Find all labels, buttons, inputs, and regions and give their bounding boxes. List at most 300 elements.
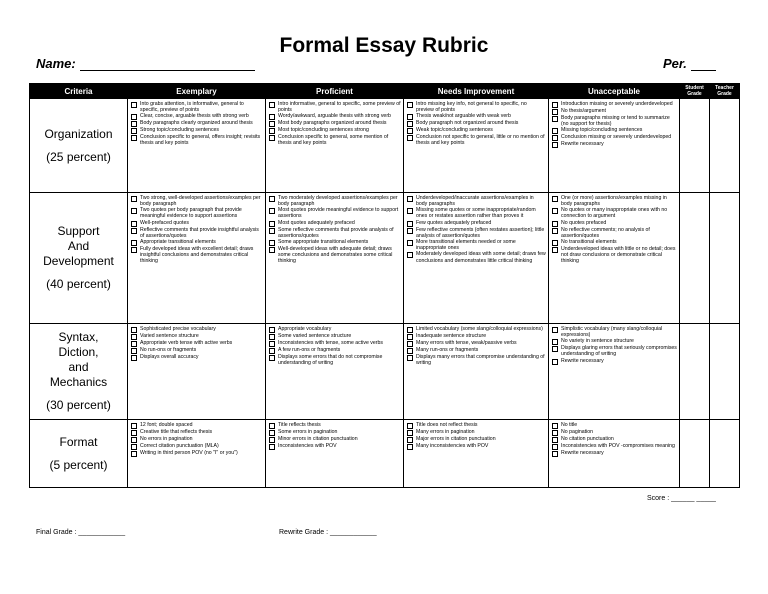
rubric-item: [269, 443, 401, 450]
proficient-cell: [266, 99, 404, 193]
period-field: [663, 56, 716, 71]
rubric-item: [131, 207, 263, 219]
rubric-item-text: Rewrite necessary: [561, 449, 604, 456]
rubric-item-text: Many errors in pagination: [416, 428, 475, 435]
checkbox[interactable]: [269, 444, 275, 450]
checkbox[interactable]: [407, 128, 413, 134]
criteria-name: Diction,: [58, 345, 99, 359]
checkbox[interactable]: [269, 430, 275, 436]
rubric-item: [269, 354, 401, 366]
checkbox[interactable]: [552, 247, 558, 253]
checkbox[interactable]: [407, 437, 413, 443]
rubric-item: [407, 101, 546, 113]
rubric-item: [269, 134, 401, 146]
criteria-name: Organization: [44, 126, 113, 141]
checkbox[interactable]: [407, 196, 413, 202]
rubric-item-text: Correct citation punctuation (MLA): [140, 442, 219, 449]
rubric-item-text: Conclusion specific to general, offers insight; revisits thesis and key points: [140, 134, 261, 147]
rubric-item-text: No variety in sentence structure: [561, 338, 634, 345]
checkbox[interactable]: [552, 346, 558, 352]
checkbox[interactable]: [552, 430, 558, 436]
rubric-row: [30, 193, 740, 324]
rubric-item: [131, 246, 263, 264]
rubric-item-text: Well-prefaced quotes: [140, 219, 189, 226]
rubric-item: [552, 436, 677, 443]
exemplary-cell: [128, 420, 266, 488]
rubric-item-text: No quotes prefaced: [561, 219, 607, 226]
rubric-item-text: Some varied sentence structure: [278, 332, 352, 339]
checkbox[interactable]: [131, 348, 137, 354]
rubric-item: [407, 422, 546, 429]
rubric-item-text: No reflective comments; no analysis of assertion/quotes: [561, 226, 650, 239]
checkbox[interactable]: [269, 355, 275, 361]
rubric-item-text: Creative title that reflects thesis: [140, 428, 213, 435]
rubric-item: [407, 113, 546, 120]
rubric-item-text: Body paragraphs missing or tend to summarize (no support for thesis): [561, 114, 670, 128]
rubric-item-text: Rewrite necessary: [561, 357, 604, 364]
checkbox[interactable]: [131, 208, 137, 214]
rubric-item: [407, 340, 546, 347]
rubric-item-text: Two moderately developed assertions/examples per body paragraph: [278, 195, 398, 208]
rubric-item-text: Most quotes provide meaningful evidence to support assertions: [278, 207, 399, 220]
rubric-item: [131, 326, 263, 333]
rubric-item: [269, 333, 401, 340]
rubric-item: [131, 347, 263, 354]
checkbox[interactable]: [269, 348, 275, 354]
rubric-item: [407, 127, 546, 134]
checkbox[interactable]: [131, 221, 137, 227]
checkbox[interactable]: [552, 444, 558, 450]
checkbox[interactable]: [407, 334, 413, 340]
checkbox[interactable]: [407, 355, 413, 361]
criteria-name: Format: [59, 434, 98, 449]
rubric-item-text: Major errors in citation punctuation: [416, 435, 496, 442]
rubric-item-text: Well-developed ideas with adequate detail; draws some conclusions and demonstrates some critical thinking: [278, 246, 393, 265]
rubric-item: [131, 450, 263, 457]
header-proficient: Proficient: [266, 84, 404, 99]
rubric-item: [131, 134, 263, 146]
rubric-item: [269, 120, 401, 127]
rubric-item-text: Missing topic/concluding sentences: [561, 127, 643, 134]
checkbox[interactable]: [407, 208, 413, 214]
checkbox[interactable]: [552, 102, 558, 108]
checkbox[interactable]: [131, 355, 137, 361]
rubric-item-text: Minor errors in citation punctuation: [278, 435, 358, 442]
rubric-item-text: Many inconsistencies with POV: [416, 442, 489, 449]
rewrite-grade-line: Rewrite Grade : ____________: [279, 529, 377, 536]
needs-improvement-cell: [404, 420, 549, 488]
unacceptable-cell: [549, 99, 680, 193]
unacceptable-cell: [549, 324, 680, 420]
checkbox[interactable]: [131, 128, 137, 134]
header-criteria: Criteria: [30, 84, 128, 99]
rubric-item-text: Some errors in pagination: [278, 428, 338, 435]
name-blank[interactable]: [80, 58, 255, 71]
checkbox[interactable]: [552, 208, 558, 214]
criteria-weight: (40 percent): [46, 277, 111, 291]
rubric-item: [269, 422, 401, 429]
rubric-item-text: Most body paragraphs organized around thesis: [278, 120, 387, 127]
checkbox[interactable]: [269, 437, 275, 443]
rubric-item-text: Body paragraphs clearly organized around thesis: [140, 120, 253, 127]
rubric-item: [407, 207, 546, 219]
rubric-item: [552, 345, 677, 357]
rubric-item: [131, 429, 263, 436]
rubric-table: [29, 83, 740, 488]
checkbox[interactable]: [552, 339, 558, 345]
rubric-item: [407, 120, 546, 127]
rubric-item: [552, 101, 677, 108]
rubric-item-text: Strong topic/concluding sentences: [140, 127, 220, 134]
student-grade-cell[interactable]: [680, 420, 710, 488]
rubric-item: [131, 113, 263, 120]
rubric-item: [552, 115, 677, 127]
rubric-item: [269, 347, 401, 354]
rubric-item-text: Into grabs attention, is informative, general to specific, preview of points: [140, 101, 244, 114]
rubric-item-text: No run-ons or fragments: [140, 346, 197, 353]
rubric-item-text: Intro informative, general to specific, some preview of points: [278, 101, 401, 114]
checkbox[interactable]: [269, 240, 275, 246]
header-row: [30, 84, 740, 99]
rubric-item-text: Displays many errors that compromise understanding of writing: [416, 353, 545, 367]
rubric-item: [131, 354, 263, 361]
rubric-item-text: Wordy/awkward, arguable thesis with strong verb: [278, 113, 391, 120]
rubric-item: [552, 227, 677, 239]
name-field: [36, 56, 255, 71]
rubric-row: [30, 99, 740, 193]
rubric-item-text: Inconsistencies with POV: [278, 442, 337, 449]
checkbox[interactable]: [131, 423, 137, 429]
rubric-item: [552, 443, 677, 450]
checkbox[interactable]: [269, 228, 275, 234]
header-student-grade: Student Grade: [680, 84, 710, 99]
criteria-name: And: [67, 239, 90, 253]
rubric-item-text: Reflective comments that provide insightful analysis of assertions/quotes: [140, 226, 259, 239]
rubric-item-text: Many run-ons or fragments: [416, 346, 479, 353]
period-blank[interactable]: [691, 58, 716, 71]
checkbox[interactable]: [269, 196, 275, 202]
rubric-item-text: Underdeveloped/inaccurate assertions/examples in body paragraphs: [416, 195, 534, 208]
rubric-item-text: Moderately developed ideas with some detail; draws few conclusions and demonstrates little critical thinking: [416, 251, 546, 264]
rubric-item: [269, 113, 401, 120]
header-needs-improvement: Needs Improvement: [404, 84, 549, 99]
rubric-item-text: Title does not reflect thesis: [416, 422, 478, 428]
checkbox[interactable]: [552, 423, 558, 429]
rubric-item-text: Sophisticated precise vocabulary: [140, 326, 216, 332]
checkbox[interactable]: [552, 359, 558, 365]
checkbox[interactable]: [407, 114, 413, 120]
exemplary-cell: [128, 324, 266, 420]
rubric-item-text: Many errors with tense, weak/passive verbs: [416, 339, 517, 346]
rubric-item: [407, 195, 546, 207]
checkbox[interactable]: [407, 228, 413, 234]
checkbox[interactable]: [131, 114, 137, 120]
checkbox[interactable]: [131, 334, 137, 340]
rubric-item-text: Fully developed ideas with excellent detail; draws insightful conclusions and demonstrates critical thinking: [140, 246, 254, 265]
rubric-item: [131, 436, 263, 443]
checkbox[interactable]: [407, 252, 413, 258]
rubric-item-text: Writing in third person POV (no "I" or you"): [140, 449, 238, 456]
checkbox[interactable]: [407, 444, 413, 450]
rubric-item: [131, 220, 263, 227]
rubric-item: [269, 195, 401, 207]
rubric-item: [407, 429, 546, 436]
criteria-weight: (30 percent): [46, 398, 111, 412]
rubric-item-text: Appropriate vocabulary: [278, 326, 332, 332]
rubric-item-text: Few quotes adequately prefaced: [416, 219, 492, 226]
criteria-weight: (5 percent): [49, 457, 108, 472]
unacceptable-cell: [549, 420, 680, 488]
rubric-item: [269, 101, 401, 113]
checkbox[interactable]: [407, 121, 413, 127]
rubric-item-text: 12 font; double spaced: [140, 422, 193, 428]
rubric-item: [131, 227, 263, 239]
proficient-cell: [266, 324, 404, 420]
checkbox[interactable]: [407, 221, 413, 227]
checkbox[interactable]: [552, 221, 558, 227]
rubric-item-text: Appropriate verb tense with active verbs: [140, 339, 233, 346]
needs-improvement-cell: [404, 99, 549, 193]
needs-improvement-cell: [404, 324, 549, 420]
rubric-item: [407, 354, 546, 366]
needs-improvement-cell: [404, 193, 549, 324]
checkbox[interactable]: [131, 451, 137, 457]
rubric-row: [30, 420, 740, 488]
rubric-item-text: No transitional elements: [561, 239, 617, 246]
criteria-name: Development: [43, 254, 114, 268]
checkbox[interactable]: [552, 228, 558, 234]
checkbox[interactable]: [552, 135, 558, 141]
rubric-item-text: No citation punctuation: [561, 435, 614, 442]
rubric-item: [407, 227, 546, 239]
rubric-item: [407, 326, 546, 333]
rubric-item-text: Displays some errors that do not compromise understanding of writing: [278, 353, 383, 367]
rubric-item: [269, 220, 401, 227]
rubric-item: [552, 338, 677, 345]
criteria-name: Mechanics: [49, 375, 108, 389]
criteria-cell: [30, 193, 128, 324]
checkbox[interactable]: [131, 228, 137, 234]
checkbox[interactable]: [131, 437, 137, 443]
checkbox[interactable]: [131, 247, 137, 253]
student-grade-cell[interactable]: [680, 324, 710, 420]
rubric-item-text: Two strong, well-developed assertions/examples per body paragraph: [140, 195, 261, 208]
rubric-item: [269, 246, 401, 264]
checkbox[interactable]: [131, 196, 137, 202]
rubric-item: [552, 108, 677, 115]
rubric-item: [552, 358, 677, 365]
checkbox[interactable]: [407, 102, 413, 108]
rubric-item-text: Inconsistencies with POV -compromises meaning: [561, 442, 675, 449]
rubric-item: [131, 101, 263, 113]
checkbox[interactable]: [407, 430, 413, 436]
checkbox[interactable]: [131, 240, 137, 246]
checkbox[interactable]: [552, 142, 558, 148]
rubric-item-text: One (or more) assertions/examples missing in body paragraphs: [561, 195, 667, 208]
final-grade-line: Final Grade : ____________: [36, 529, 126, 536]
rubric-item-text: Conclusion specific to general, some mention of thesis and key points: [278, 134, 389, 147]
rubric-item: [269, 326, 401, 333]
checkbox[interactable]: [407, 240, 413, 246]
rubric-item: [269, 127, 401, 134]
rubric-item-text: More transitional elements needed or some inappropriate ones: [416, 239, 516, 252]
rubric-item: [269, 429, 401, 436]
rubric-item-text: Underdeveloped ideas with little or no detail; does not draw conclusions or demonstrate critical thinking: [561, 246, 676, 265]
rubric-item: [269, 436, 401, 443]
teacher-grade-cell[interactable]: [710, 193, 740, 324]
rubric-item: [552, 220, 677, 227]
criteria-name: Syntax,: [58, 330, 99, 344]
rubric-item-text: No quotes or many inappropriate ones with no connection to argument: [561, 207, 668, 220]
rubric-item: [407, 347, 546, 354]
rubric-item: [269, 239, 401, 246]
checkbox[interactable]: [552, 327, 558, 333]
rubric-item-text: Limited vocabulary (some slang/colloquial expressions): [416, 326, 543, 332]
rubric-item-text: Conclusion missing or severely underdeveloped: [561, 134, 672, 141]
checkbox[interactable]: [131, 430, 137, 436]
rubric-item-text: Some reflective comments that provide analysis of assertions/quotes: [278, 226, 394, 239]
rubric-item-text: Simplistic vocabulary (many slang/colloquial expressions): [561, 326, 663, 339]
rubric-item: [131, 195, 263, 207]
rubric-item: [552, 127, 677, 134]
checkbox[interactable]: [131, 135, 137, 141]
rubric-item-text: Appropriate transitional elements: [140, 239, 216, 246]
rubric-item: [552, 246, 677, 264]
checkbox[interactable]: [552, 451, 558, 457]
checkbox[interactable]: [131, 102, 137, 108]
rubric-item: [269, 207, 401, 219]
period-label: Per.: [663, 56, 687, 71]
teacher-grade-cell[interactable]: [710, 420, 740, 488]
exemplary-cell: [128, 193, 266, 324]
rubric-item: [552, 429, 677, 436]
rubric-item: [552, 207, 677, 219]
checkbox[interactable]: [269, 121, 275, 127]
rubric-item-text: Varied sentence structure: [140, 332, 199, 339]
rubric-item-text: Intro missing key info, not general to specific, no preview of points: [416, 101, 527, 114]
checkbox[interactable]: [407, 135, 413, 141]
rubric-item: [552, 326, 677, 338]
page-title: Formal Essay Rubric: [279, 34, 489, 57]
score-line: Score : ______ _____: [647, 495, 716, 502]
criteria-weight: (25 percent): [46, 149, 111, 164]
student-grade-cell[interactable]: [680, 193, 710, 324]
rubric-item-text: No thesis/argument: [561, 107, 606, 114]
rubric-item-text: Conclusion not specific to general, little or no mention of thesis and key points: [416, 134, 545, 147]
rubric-item: [131, 333, 263, 340]
proficient-cell: [266, 420, 404, 488]
checkbox[interactable]: [552, 196, 558, 202]
unacceptable-cell: [549, 193, 680, 324]
proficient-cell: [266, 193, 404, 324]
rubric-item-text: Thesis weak/not arguable with weak verb: [416, 113, 511, 120]
checkbox[interactable]: [407, 341, 413, 347]
header-unacceptable: Unacceptable: [549, 84, 680, 99]
rubric-item-text: Inconsistencies with tense, some active verbs: [278, 339, 383, 346]
checkbox[interactable]: [269, 334, 275, 340]
rubric-item: [552, 239, 677, 246]
checkbox[interactable]: [552, 437, 558, 443]
header-teacher-grade: Teacher Grade: [710, 84, 740, 99]
rubric-item: [407, 436, 546, 443]
rubric-item-text: No errors in pagination: [140, 435, 193, 442]
rubric-item: [407, 333, 546, 340]
checkbox[interactable]: [131, 341, 137, 347]
teacher-grade-cell[interactable]: [710, 99, 740, 193]
teacher-grade-cell[interactable]: [710, 324, 740, 420]
exemplary-cell: [128, 99, 266, 193]
rubric-item: [407, 220, 546, 227]
checkbox[interactable]: [269, 135, 275, 141]
checkbox[interactable]: [131, 444, 137, 450]
criteria-cell: [30, 324, 128, 420]
rubric-item: [407, 134, 546, 146]
rubric-item-text: Inadequate sentence structure: [416, 332, 487, 339]
checkbox[interactable]: [269, 247, 275, 253]
checkbox[interactable]: [131, 327, 137, 333]
checkbox[interactable]: [407, 423, 413, 429]
rubric-item-text: No pagination: [561, 428, 594, 435]
criteria-name: Support: [57, 224, 100, 238]
checkbox[interactable]: [407, 348, 413, 354]
rubric-item-text: Two quotes per body paragraph that provide meaningful evidence to support assertions: [140, 207, 242, 220]
checkbox[interactable]: [407, 327, 413, 333]
rubric-item-text: Most topic/concluding sentences strong: [278, 127, 369, 134]
checkbox[interactable]: [131, 121, 137, 127]
rubric-item-text: Clear, concise, arguable thesis with strong verb: [140, 113, 249, 120]
checkbox[interactable]: [269, 114, 275, 120]
rubric-row: [30, 324, 740, 420]
rubric-item-text: Displays glaring errors that seriously compromises understanding of writing: [561, 345, 677, 358]
checkbox[interactable]: [269, 423, 275, 429]
criteria-cell: [30, 99, 128, 193]
rubric-item: [269, 227, 401, 239]
rubric-item: [269, 340, 401, 347]
rubric-item: [407, 239, 546, 251]
checkbox[interactable]: [269, 341, 275, 347]
student-grade-cell[interactable]: [680, 99, 710, 193]
rubric-item: [552, 450, 677, 457]
rubric-item: [131, 120, 263, 127]
criteria-cell: [30, 420, 128, 488]
rubric-item: [131, 340, 263, 347]
checkbox[interactable]: [552, 128, 558, 134]
rubric-item-text: Body paragraph not organized around thesis: [416, 120, 519, 127]
rubric-item: [131, 422, 263, 429]
rubric-item: [131, 239, 263, 246]
checkbox[interactable]: [269, 128, 275, 134]
rubric-item: [407, 443, 546, 450]
checkbox[interactable]: [269, 102, 275, 108]
rubric-item-text: Missing some quotes or some inappropriate/random ones or restates assertion rather than proves it: [416, 207, 536, 220]
rubric-item-text: Title reflects thesis: [278, 422, 321, 428]
checkbox[interactable]: [552, 116, 558, 122]
rubric-item-text: Few reflective comments (often restates assertion); little analysis of assertion/quotes: [416, 226, 545, 239]
rubric-item: [552, 195, 677, 207]
rubric-item-text: Rewrite necessary: [561, 141, 604, 148]
checkbox[interactable]: [552, 109, 558, 115]
checkbox[interactable]: [269, 327, 275, 333]
rubric-item: [552, 422, 677, 429]
rubric-item: [552, 141, 677, 148]
checkbox[interactable]: [552, 240, 558, 246]
rubric-item-text: Displays overall accuracy: [140, 353, 199, 360]
checkbox[interactable]: [269, 208, 275, 214]
rubric-item-text: No title: [561, 422, 578, 428]
header-exemplary: Exemplary: [128, 84, 266, 99]
checkbox[interactable]: [269, 221, 275, 227]
rubric-item-text: Introduction missing or severely underdeveloped: [561, 101, 673, 107]
